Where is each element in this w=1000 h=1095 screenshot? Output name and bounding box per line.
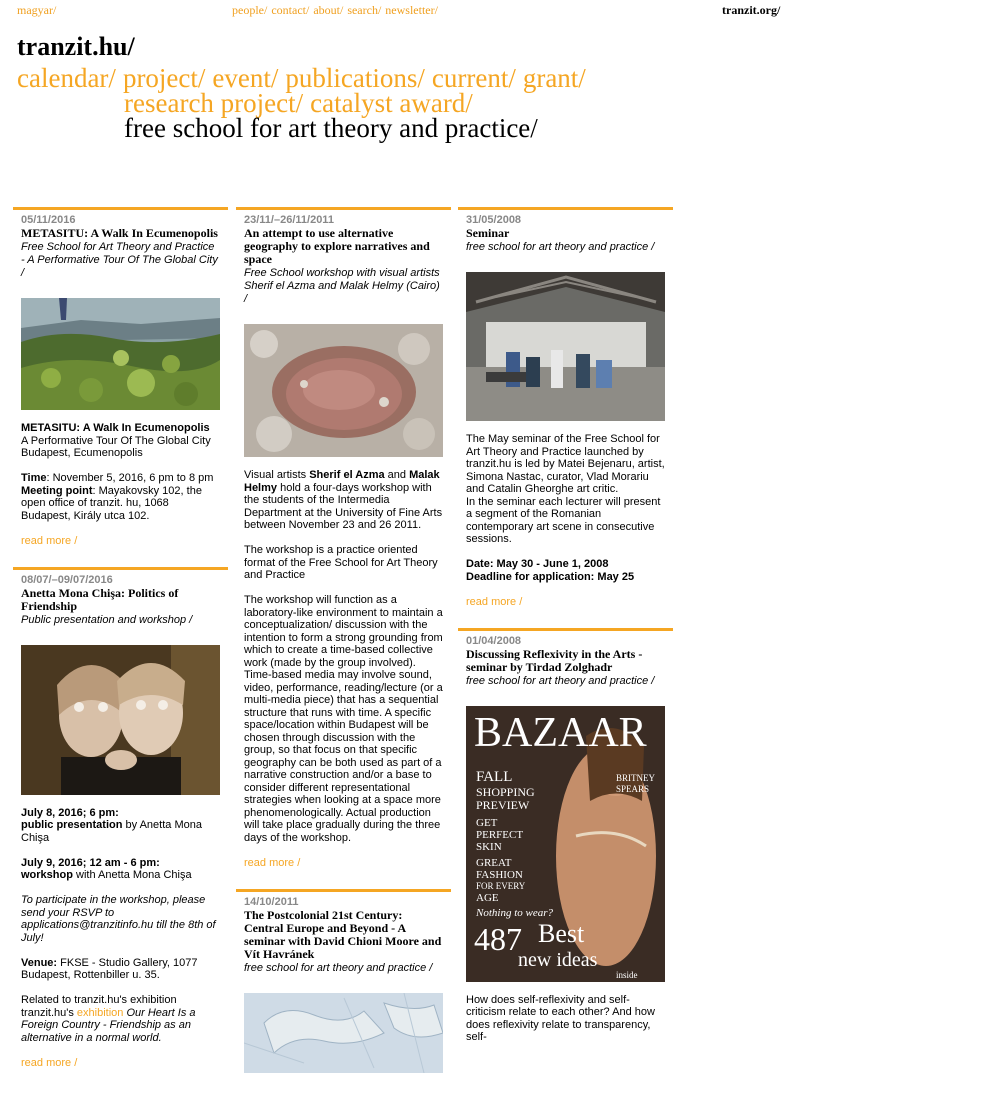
event-detail: by Anetta Mona Chişa <box>21 819 202 844</box>
post-image-magazine-cover[interactable] <box>466 706 665 982</box>
column-2 <box>236 207 451 1095</box>
post-image[interactable] <box>244 993 443 1073</box>
post-postcolonial <box>236 889 451 1095</box>
time-label: Time <box>21 472 47 484</box>
post-image[interactable] <box>244 324 443 457</box>
event-date: July 9, 2016; 12 am - 6 pm: <box>21 856 160 869</box>
tranzit-org-link[interactable]: tranzit.org/ <box>722 3 781 17</box>
body-text: Visual artists <box>244 469 310 481</box>
top-bar <box>0 3 1000 19</box>
body-paragraph: How does self-reflexivity and self-criticism relate to each other? And how does reflexivity relate to transparency, self- <box>466 993 655 1043</box>
body-text: The May seminar of the Free School for Art Theory and Practice launched by tranzit.hu is led by Matei Bejenaru, artist, Simona Nastac, curator, Vlad Morariu and Catalin Gheorghe art critic. <box>466 433 665 495</box>
cover-line: 487 <box>474 920 522 957</box>
magazine-masthead: BAZAAR <box>474 709 647 756</box>
artist-name: Sherif el Azma <box>309 469 385 481</box>
application-deadline: Deadline for application: May 25 <box>466 570 635 583</box>
cover-line: FOR EVERY <box>476 880 526 891</box>
read-more-link[interactable]: read more / <box>466 595 523 608</box>
body-text: In the seminar each lecturer will present a segment of the Romanian contemporary art scene in consecutive sessions. <box>466 495 661 545</box>
read-more-link[interactable]: read more / <box>21 534 78 547</box>
post-body-line: A Performative Tour Of The Global City <box>21 434 211 447</box>
post-seminar <box>458 207 673 628</box>
event-type: public presentation <box>21 819 123 831</box>
seminar-date: Date: May 30 - June 1, 2008 <box>466 558 609 570</box>
post-date: 14/10/2011 <box>244 895 299 908</box>
column-3 <box>458 207 673 1066</box>
post-subtitle: free school for art theory and practice / <box>466 241 655 253</box>
related-text: Related to tranzit.hu's exhibition tranzit.hu's <box>21 994 177 1019</box>
post-subtitle: free school for art theory and practice / <box>466 674 655 687</box>
nav-publications[interactable]: publications/ <box>285 63 425 93</box>
event-type: workshop <box>21 869 73 881</box>
body-text: hold a four-days workshop with the students of the Intermedia Department at the University of Fine Arts between November 23 and 26 2011. <box>244 481 443 531</box>
nav-catalyst-award[interactable]: catalyst award/ <box>310 88 473 118</box>
cover-line: BRITNEY <box>616 772 655 783</box>
post-body <box>466 994 665 1044</box>
venue-value: FKSE - Studio Gallery, 1077 Budapest, Rottenbiller u. 35. <box>21 956 198 981</box>
cover-line: Best <box>538 918 585 948</box>
post-subtitle: Free School for Art Theory and Practice - A Performative Tour Of The Global City / <box>21 241 218 279</box>
body-paragraph: The workshop will function as a laboratory-like environment to maintain a conceptualization/ discussion with the intention to form a strong grounding from which to create a time-based collective work (made by the group involved). Time-based media may involve sound, video, performance, reading/lecture (or a multi-media piece) that has a sequential structure that runs with time. A specific space/location within Budapest will be chosen through discussion with the group, so that focus on that specific geography can be both used as part of a narrative construction and/or a base to consider different representational strategies when looking at a space more phenomenologically. Actual production will take place gradually during the three days of the workshop. <box>244 594 443 844</box>
nav-research-project[interactable]: research project/ <box>124 88 304 118</box>
cover-line: AGE <box>476 891 499 904</box>
post-reflexivity <box>458 628 673 1067</box>
related-title: Our Heart Is a Foreign Country - Friendship as an alternative in a normal world. <box>21 1006 196 1044</box>
artist-name: Malak Helmy <box>244 469 440 494</box>
current-section-title: free school for art theory and practice/ <box>124 113 538 143</box>
body-paragraph: The workshop is a practice oriented format of the Free School for Art Theory and Practice <box>244 544 438 581</box>
nav-current[interactable]: current/ <box>431 63 516 93</box>
post-body <box>244 469 443 844</box>
cover-line: FASHION <box>476 868 523 881</box>
cover-line: GREAT <box>476 856 512 869</box>
post-title[interactable]: Seminar <box>466 226 510 240</box>
nav-link-search[interactable]: search/ <box>347 3 382 17</box>
read-more-link[interactable]: read more / <box>21 1056 78 1069</box>
utility-nav <box>232 3 442 18</box>
body-text: and <box>384 469 410 481</box>
cover-line: SKIN <box>476 840 502 853</box>
nav-link-contact[interactable]: contact/ <box>271 3 310 17</box>
time-value: : November 5, 2016, 6 pm to 8 pm <box>46 472 214 484</box>
cover-line: SPEARS <box>616 783 650 794</box>
post-date: 31/05/2008 <box>466 214 522 226</box>
post-title[interactable]: Discussing Reflexivity in the Arts - seminar by Tirdad Zolghadr <box>466 646 643 674</box>
event-detail: with Anetta Mona Chişa <box>72 869 192 881</box>
language-link[interactable]: magyar/ <box>17 3 57 17</box>
cover-line: SHOPPING <box>476 784 535 799</box>
cover-line: inside <box>616 969 638 980</box>
post-subtitle: Public presentation and workshop / <box>21 613 193 626</box>
post-title[interactable]: The Postcolonial 21st Century: Central Europe and Beyond - A seminar with David Chioni Moore and Vít Havránek <box>244 907 442 961</box>
post-date: 01/04/2008 <box>466 634 522 647</box>
nav-grant[interactable]: grant/ <box>522 63 586 93</box>
cover-line: FALL <box>476 768 513 785</box>
post-title[interactable]: An attempt to use alternative geography to explore narratives and space <box>244 226 430 266</box>
cover-line: Nothing to wear? <box>476 906 554 919</box>
post-body-heading: METASITU: A Walk In Ecumenopolis <box>21 422 210 434</box>
nav-event[interactable]: event/ <box>212 63 279 93</box>
rsvp-note: To participate in the workshop, please send your RSVP to applications@tranzitinfo.hu till the 8th of July! <box>21 894 216 944</box>
post-image[interactable] <box>21 298 220 410</box>
post-body <box>21 807 220 1045</box>
post-title[interactable]: METASITU: A Walk In Ecumenopolis <box>21 226 218 240</box>
post-metasitu <box>13 207 228 567</box>
read-more-link[interactable]: read more / <box>244 856 301 869</box>
post-date: 08/07/–09/07/2016 <box>21 573 113 586</box>
meeting-point-label: Meeting point <box>21 484 93 497</box>
post-date: 05/11/2016 <box>21 214 76 226</box>
cover-line: new ideas <box>518 948 598 971</box>
exhibition-link[interactable]: exhibition <box>76 1006 124 1019</box>
cover-line: PERFECT <box>476 828 524 841</box>
event-date: July 8, 2016; 6 pm: <box>21 806 119 819</box>
post-subtitle: free school for art theory and practice / <box>244 961 433 974</box>
nav-project[interactable]: project/ <box>122 63 206 93</box>
post-image[interactable] <box>21 645 220 795</box>
cover-line: PREVIEW <box>476 797 530 812</box>
post-alternative-geography <box>236 207 451 889</box>
column-1 <box>13 207 228 1089</box>
nav-link-newsletter[interactable]: newsletter/ <box>385 3 438 17</box>
main-nav <box>17 63 657 143</box>
post-date: 23/11/–26/11/2011 <box>244 214 334 226</box>
nav-link-about[interactable]: about/ <box>313 3 344 17</box>
cover-line: GET <box>476 816 498 829</box>
site-title[interactable]: tranzit.hu/ <box>17 32 135 61</box>
post-body-line: Budapest, Ecumenopolis <box>21 447 143 459</box>
post-title[interactable]: Anetta Mona Chişa: Politics of Friendship <box>21 585 179 613</box>
nav-link-people[interactable]: people/ <box>232 3 268 17</box>
post-politics-of-friendship <box>13 567 228 1089</box>
post-image[interactable] <box>466 272 665 421</box>
venue-label: Venue: <box>21 956 58 969</box>
post-subtitle: Free School workshop with visual artists Sherif el Azma and Malak Helmy (Cairo) / <box>244 267 440 305</box>
nav-calendar[interactable]: calendar/ <box>17 63 116 93</box>
post-body <box>21 422 220 522</box>
post-body <box>466 433 665 583</box>
meeting-point-value: : Mayakovsky 102, the open office of tranzit. hu, 1068 Budapest, Király utca 102. <box>21 484 202 522</box>
